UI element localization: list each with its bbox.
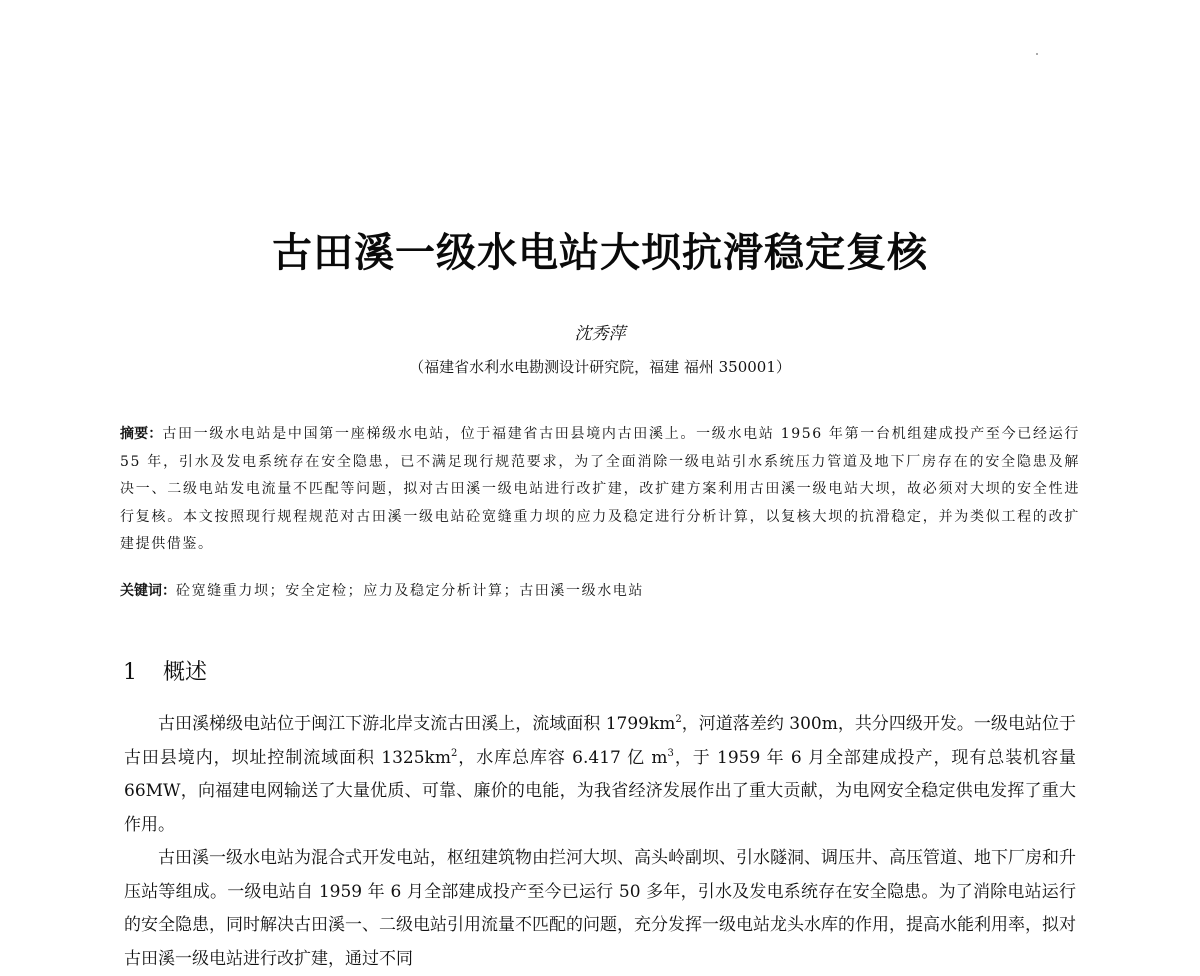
section-number: 1: [123, 660, 137, 685]
scan-speck: [1036, 53, 1038, 55]
section-heading: [123, 657, 207, 689]
author-name: 沈秀萍: [574, 324, 626, 344]
abstract-label: 摘要：: [120, 426, 163, 442]
author-affiliation: （福建省水利水电勘测设计研究院，福建 福州 350001）: [409, 358, 791, 376]
paragraph-1-part-a: 古田溪梯级电站位于闽江下游北岸支流古田溪上，流域面积 1799km: [158, 714, 676, 734]
superscript: 2: [450, 747, 458, 759]
paragraph-1-part-c: ，水库总库容 6.417 亿 m: [457, 747, 668, 768]
paragraph-1-part-b: ，河道落差约 300m，共分四级开发。一级电站位于古田县境内，坝址控制流域面积 1325km: [124, 714, 1076, 768]
keywords-text: 砼宽缝重力坝；安全定检；应力及稳定分析计算；古田溪一级水电站: [176, 583, 644, 599]
keywords-label: 关键词：: [120, 583, 176, 599]
body-text: [124, 708, 1076, 976]
paragraph-2: 古田溪一级水电站为混合式开发电站，枢纽建筑物由拦河大坝、高头岭副坝、引水隧洞、调压井、高压管道、地下厂房和升压站等组成。一级电站自 1959 年 6 月全部建成投产至今已运行 50 多年，引水及发电系统存在安全隐患。为了消除电站运行的安全隐患，同时解决古田溪一、二级电站引用流量不匹配的问题，充分发挥一级电站龙头水库的作用，提高水能利用率，拟对古田溪一级电站进行改扩建，通过不同: [124, 848, 1076, 969]
paragraph-1-part-d: ，于 1959 年 6 月全部建成投产，现有总装机容量 66MW，向福建电网输送了大量优质、可靠、廉价的电能，为我省经济发展作出了重大贡献，为电网安全稳定供电发挥了重大作用。: [124, 747, 1076, 835]
keywords: [120, 578, 1080, 605]
section-title: 概述: [163, 660, 208, 685]
paragraph-1: [124, 708, 1076, 842]
superscript: 2: [675, 714, 682, 725]
abstract: [120, 421, 1080, 559]
abstract-text: 古田一级水电站是中国第一座梯级水电站，位于福建省古田县境内古田溪上。一级水电站 1956 年第一台机组建成投产至今已经运行 55 年，引水及发电系统存在安全隐患，已不满足现行规范要求，为了全面消除一级电站引水系统压力管道及地下厂房存在的安全隐患及解决一、二级电站发电流量不匹配等问题，拟对古田溪一级电站进行改扩建，改扩建方案利用古田溪一级电站大坝，故必须对大坝的安全性进行复核。本文按照现行规程规范对古田溪一级电站砼宽缝重力坝的应力及稳定进行分析计算，以复核大坝的抗滑稳定，并为类似工程的改扩建提供借鉴。: [120, 426, 1080, 552]
paper-title: 古田溪一级水电站大坝抗滑稳定复核: [272, 230, 928, 276]
superscript: 3: [667, 747, 674, 759]
